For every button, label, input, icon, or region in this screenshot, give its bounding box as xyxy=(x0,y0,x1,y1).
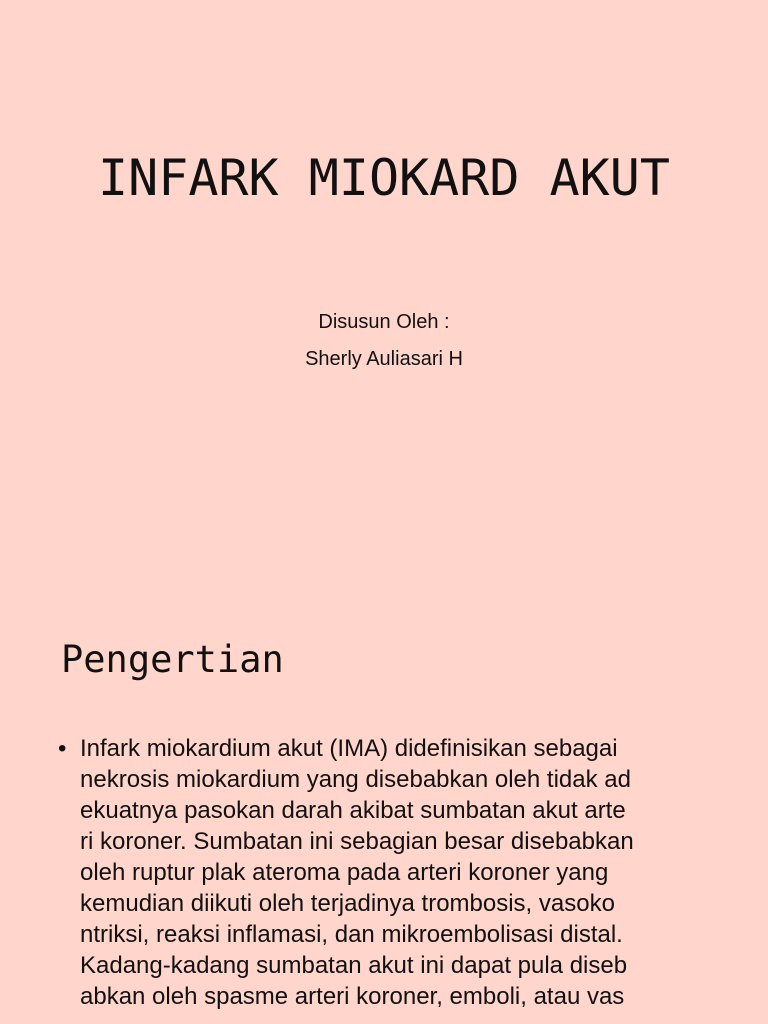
bullet-line: ekuatnya pasokan darah akibat sumbatan akut arte xyxy=(80,797,626,824)
section-heading: Pengertian xyxy=(61,638,284,681)
bullet-line: kemudian diikuti oleh terjadinya trombosis, vasoko xyxy=(80,890,615,917)
author-name: Sherly Auliasari H xyxy=(305,348,463,370)
slide-definition xyxy=(0,576,768,1024)
bullet-list xyxy=(58,733,738,1012)
bullet-marker: • xyxy=(58,735,67,762)
author-label: Disusun Oleh : xyxy=(318,311,450,333)
bullet-line: Kadang-kadang sumbatan akut ini dapat pula diseb xyxy=(80,952,628,979)
bullet-line: ntriksi, reaksi inflamasi, dan mikroembolisasi distal. xyxy=(80,921,623,948)
bullet-item xyxy=(58,733,738,1012)
bullet-line: nekrosis miokardium yang disebabkan oleh tidak ad xyxy=(80,766,631,793)
bullet-line: oleh ruptur plak ateroma pada arteri koroner yang xyxy=(80,859,609,886)
bullet-line: ri koroner. Sumbatan ini sebagian besar disebabkan xyxy=(80,828,634,855)
bullet-line: abkan oleh spasme arteri koroner, emboli, atau vas xyxy=(80,983,625,1010)
slide-title-heading: INFARK MIOKARD AKUT xyxy=(98,149,670,207)
bullet-text xyxy=(80,733,738,1012)
bullet-line: Infark miokardium akut (IMA) didefinisikan sebagai xyxy=(80,735,618,762)
